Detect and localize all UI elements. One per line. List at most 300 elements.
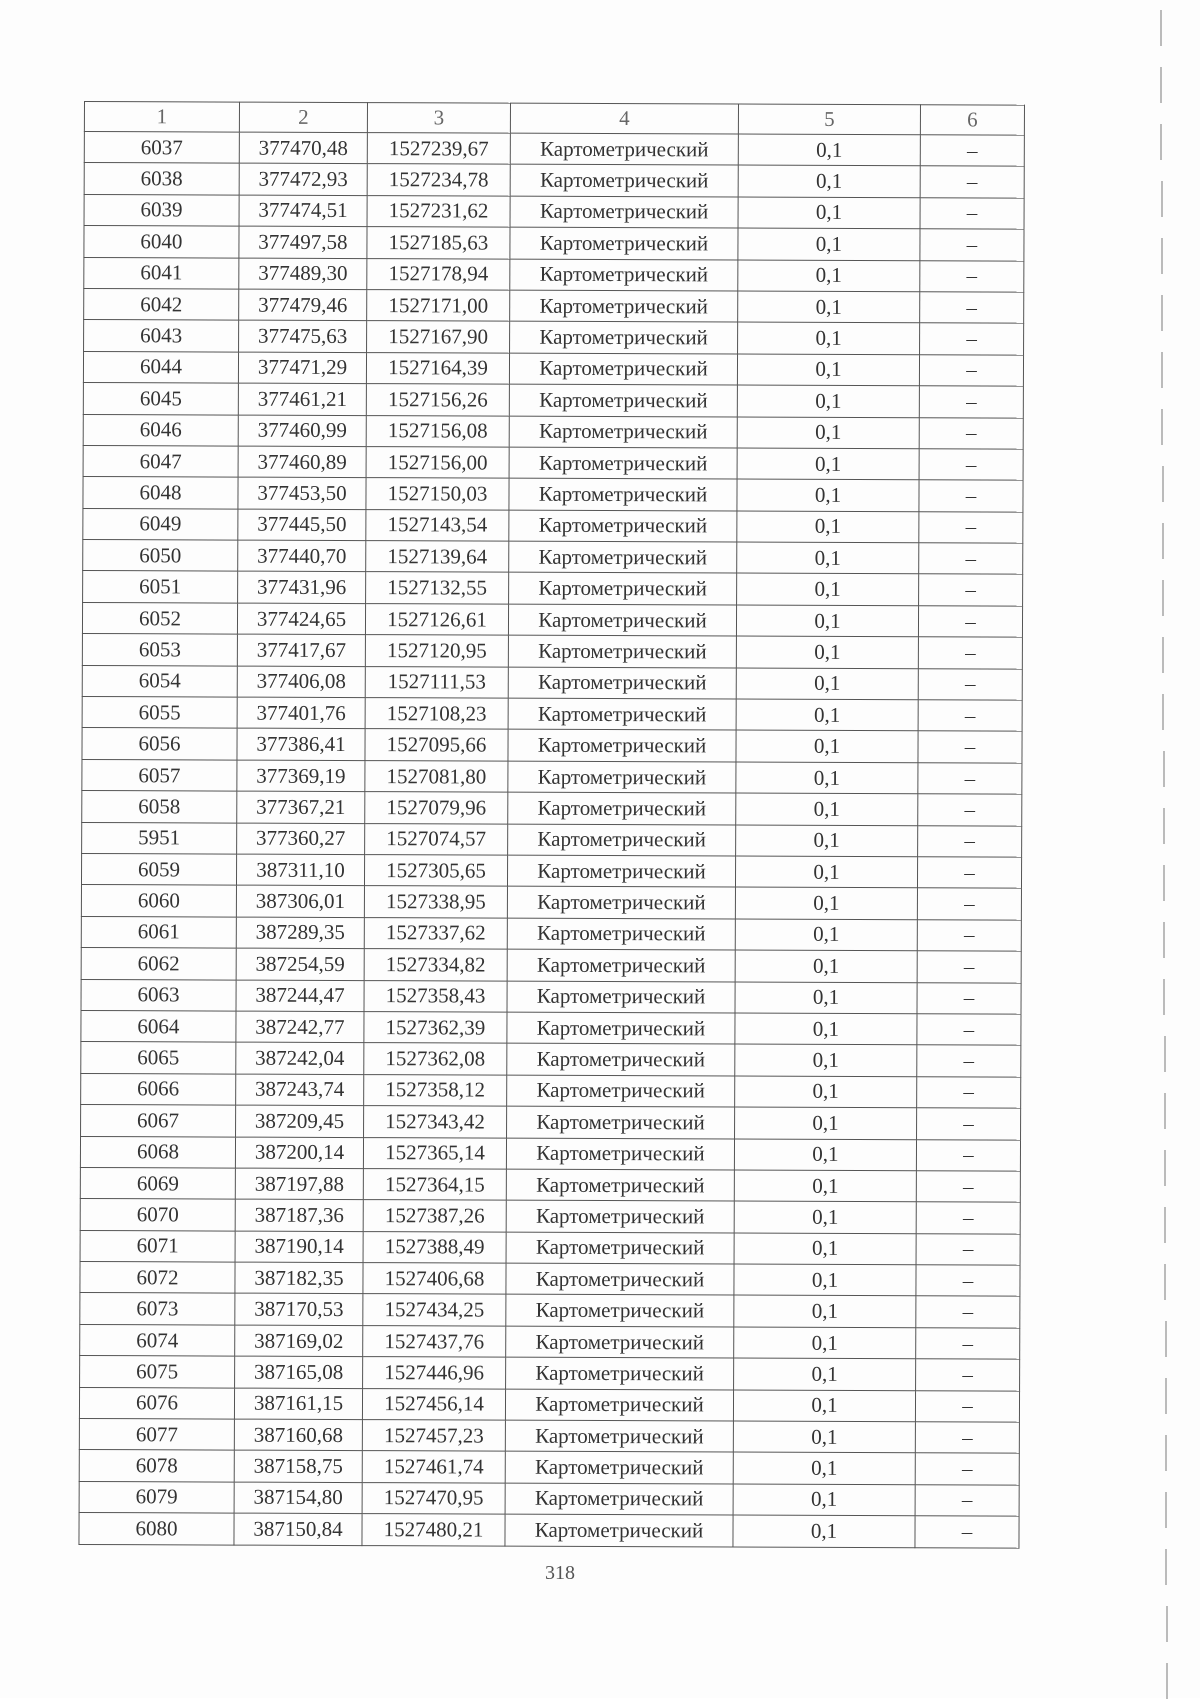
cell-method: Картометрический [509,541,737,573]
scan-edge-mark [1162,637,1164,673]
cell-method: Картометрический [508,604,736,636]
cell-note: – [916,1202,1020,1234]
scan-edge-mark [1164,1093,1166,1129]
table-header-row [84,102,1024,136]
cell-accuracy: 0,1 [735,1044,917,1076]
cell-accuracy: 0,1 [735,950,917,982]
table-row [82,697,1022,732]
cell-x-coordinate: 387200,14 [235,1137,363,1169]
cell-note: – [920,292,1024,324]
cell-method: Картометрический [509,384,737,416]
cell-y-coordinate: 1527164,39 [366,352,509,384]
cell-y-coordinate: 1527461,74 [362,1451,505,1483]
cell-y-coordinate: 1527132,55 [366,572,509,604]
cell-note: – [920,229,1024,261]
cell-x-coordinate: 387187,36 [235,1199,363,1231]
cell-note: – [915,1516,1019,1548]
cell-x-coordinate: 377472,93 [239,163,367,195]
column-header-5: 5 [738,104,920,135]
cell-y-coordinate: 1527343,42 [364,1106,507,1138]
cell-point-number: 6061 [81,916,236,948]
table-row [83,571,1023,606]
scan-edge-mark [1163,808,1165,844]
cell-y-coordinate: 1527139,64 [366,541,509,573]
cell-accuracy: 0,1 [737,511,919,543]
cell-y-coordinate: 1527358,43 [364,980,507,1012]
cell-x-coordinate: 387160,68 [234,1419,362,1451]
cell-method: Картометрический [509,416,737,448]
scan-edge-mark [1160,124,1162,160]
cell-point-number: 6041 [84,257,239,289]
scan-edge-mark [1162,580,1164,616]
cell-point-number: 6077 [79,1419,234,1451]
table-row [84,226,1024,261]
cell-point-number: 6075 [80,1356,235,1388]
cell-note: – [919,574,1023,606]
column-header-3: 3 [367,103,510,134]
cell-y-coordinate: 1527365,14 [363,1137,506,1169]
cell-y-coordinate: 1527150,03 [366,478,509,510]
cell-x-coordinate: 377406,08 [237,666,365,698]
cell-point-number: 6071 [80,1230,235,1262]
cell-accuracy: 0,1 [734,1327,916,1359]
cell-note: – [917,888,1021,920]
table-row [82,602,1022,637]
table-row [83,477,1023,512]
cell-y-coordinate: 1527456,14 [362,1388,505,1420]
cell-x-coordinate: 377470,48 [239,132,367,164]
table-row [81,979,1021,1014]
table-row [80,1136,1020,1171]
cell-note: – [919,543,1023,575]
scan-edge-mark [1165,1492,1167,1528]
cell-x-coordinate: 387242,77 [236,1011,364,1043]
cell-method: Картометрический [507,855,735,887]
cell-y-coordinate: 1527457,23 [362,1420,505,1452]
cell-x-coordinate: 377417,67 [237,634,365,666]
cell-y-coordinate: 1527108,23 [365,698,508,730]
cell-note: – [917,1045,1021,1077]
cell-note: – [918,825,1022,857]
cell-method: Картометрический [507,1012,735,1044]
cell-method: Картометрический [509,573,737,605]
cell-accuracy: 0,1 [737,385,919,417]
cell-note: – [915,1390,1019,1422]
cell-accuracy: 0,1 [736,825,918,857]
column-header-2: 2 [239,102,367,132]
cell-x-coordinate: 377431,96 [238,572,366,604]
cell-point-number: 6042 [84,288,239,320]
scan-edge-mark [1162,523,1164,559]
cell-note: – [918,606,1022,638]
cell-y-coordinate: 1527305,65 [364,855,507,887]
cell-y-coordinate: 1527334,82 [364,949,507,981]
cell-x-coordinate: 387158,75 [234,1450,362,1482]
cell-accuracy: 0,1 [737,448,919,480]
cell-x-coordinate: 387254,59 [236,948,364,980]
cell-y-coordinate: 1527156,26 [366,384,509,416]
cell-point-number: 6060 [81,885,236,917]
cell-method: Картометрический [508,635,736,667]
cell-method: Картометрический [509,353,737,385]
cell-note: – [920,197,1024,229]
cell-accuracy: 0,1 [733,1421,915,1453]
cell-note: – [917,982,1021,1014]
cell-method: Картометрический [508,667,736,699]
table-row [82,791,1022,826]
cell-note: – [916,1359,1020,1391]
cell-point-number: 6052 [82,602,237,634]
table-row [80,1262,1020,1297]
table-row [84,132,1024,167]
cell-point-number: 5951 [82,822,237,854]
cell-method: Картометрический [506,1263,734,1295]
cell-method: Картометрический [506,1232,734,1264]
cell-note: – [919,511,1023,543]
table-row [81,853,1021,888]
table-row [83,508,1023,543]
cell-note: – [920,166,1024,198]
cell-y-coordinate: 1527387,26 [363,1200,506,1232]
cell-method: Картометрический [510,321,738,353]
scan-edge-mark [1164,1264,1166,1300]
cell-y-coordinate: 1527362,39 [364,1012,507,1044]
table-row [84,257,1024,292]
cell-y-coordinate: 1527126,61 [365,603,508,635]
cell-method: Картометрический [507,981,735,1013]
cell-method: Картометрический [510,290,738,322]
table-row [83,383,1023,418]
cell-method: Картометрический [506,1200,734,1232]
cell-note: – [919,417,1023,449]
cell-point-number: 6054 [82,665,237,697]
cell-accuracy: 0,1 [735,1107,917,1139]
cell-y-coordinate: 1527338,95 [364,886,507,918]
cell-x-coordinate: 387150,84 [234,1513,362,1545]
cell-point-number: 6063 [81,979,236,1011]
scan-edge-mark [1160,67,1162,103]
cell-accuracy: 0,1 [733,1484,915,1516]
cell-accuracy: 0,1 [735,887,917,919]
cell-method: Картометрический [508,698,736,730]
cell-point-number: 6056 [82,728,237,760]
cell-accuracy: 0,1 [734,1139,916,1171]
cell-y-coordinate: 1527480,21 [362,1514,505,1546]
cell-x-coordinate: 387306,01 [236,885,364,917]
cell-note: – [918,794,1022,826]
cell-x-coordinate: 387169,02 [235,1325,363,1357]
cell-point-number: 6055 [82,697,237,729]
cell-note: – [916,1296,1020,1328]
table-row [82,665,1022,700]
cell-x-coordinate: 387170,53 [235,1294,363,1326]
cell-point-number: 6074 [80,1324,235,1356]
table-row [82,634,1022,669]
cell-note: – [918,668,1022,700]
table-row [83,540,1023,575]
column-header-6: 6 [920,105,1024,135]
cell-accuracy: 0,1 [738,197,920,229]
cell-x-coordinate: 377440,70 [238,540,366,572]
cell-y-coordinate: 1527231,62 [367,195,510,227]
table-row [81,916,1021,951]
scan-edge-mark [1164,1036,1166,1072]
cell-x-coordinate: 377401,76 [237,697,365,729]
cell-accuracy: 0,1 [733,1515,915,1547]
cell-note: – [918,637,1022,669]
cell-note: – [920,260,1024,292]
cell-note: – [916,1171,1020,1203]
cell-y-coordinate: 1527185,63 [367,227,510,259]
cell-note: – [916,1328,1020,1360]
cell-point-number: 6066 [81,1073,236,1105]
cell-accuracy: 0,1 [736,605,918,637]
cell-accuracy: 0,1 [733,1452,915,1484]
cell-method: Картометрический [508,730,736,762]
cell-method: Картометрический [505,1452,733,1484]
cell-note: – [918,731,1022,763]
cell-point-number: 6046 [83,414,238,446]
cell-y-coordinate: 1527156,08 [366,415,509,447]
cell-x-coordinate: 387311,10 [236,854,364,886]
scan-edge-mark [1165,1378,1167,1414]
cell-accuracy: 0,1 [737,417,919,449]
cell-y-coordinate: 1527470,95 [362,1482,505,1514]
cell-accuracy: 0,1 [738,291,920,323]
scan-edge-mark [1165,1321,1167,1357]
cell-note: – [917,919,1021,951]
table-row [79,1419,1019,1454]
cell-accuracy: 0,1 [738,228,920,260]
scan-edge-mark [1163,979,1165,1015]
cell-accuracy: 0,1 [734,1358,916,1390]
cell-accuracy: 0,1 [736,730,918,762]
cell-method: Картометрический [510,259,738,291]
cell-y-coordinate: 1527120,95 [365,635,508,667]
table-row [84,194,1024,229]
cell-note: – [916,1139,1020,1171]
cell-y-coordinate: 1527364,15 [363,1168,506,1200]
table-row [84,288,1024,323]
cell-method: Картометрический [508,824,736,856]
cell-note: – [917,1076,1021,1108]
cell-accuracy: 0,1 [738,322,920,354]
cell-point-number: 6050 [83,540,238,572]
cell-note: – [917,951,1021,983]
cell-x-coordinate: 387243,74 [236,1074,364,1106]
cell-method: Картометрический [508,761,736,793]
cell-note: – [919,480,1023,512]
cell-x-coordinate: 377460,89 [238,446,366,478]
cell-note: – [917,1014,1021,1046]
cell-point-number: 6048 [83,477,238,509]
table-row [80,1324,1020,1359]
cell-method: Картометрический [509,478,737,510]
cell-note: – [915,1422,1019,1454]
scan-edge-marks [1160,0,1180,1698]
table-row [80,1199,1020,1234]
cell-x-coordinate: 377424,65 [237,603,365,635]
cell-note: – [920,135,1024,167]
cell-point-number: 6044 [83,351,238,383]
cell-note: – [920,323,1024,355]
cell-point-number: 6079 [79,1481,234,1513]
cell-y-coordinate: 1527437,76 [363,1325,506,1357]
cell-method: Картометрический [506,1295,734,1327]
cell-accuracy: 0,1 [738,260,920,292]
scan-edge-mark [1162,694,1164,730]
cell-method: Картометрический [507,1106,735,1138]
cell-x-coordinate: 387190,14 [235,1231,363,1263]
scan-edge-mark [1164,1207,1166,1243]
table-body [79,132,1024,1548]
cell-method: Картометрический [506,1169,734,1201]
cell-point-number: 6067 [81,1105,236,1137]
table-row [80,1167,1020,1202]
table-row [84,320,1024,355]
table-row [81,1042,1021,1077]
cell-x-coordinate: 377367,21 [237,791,365,823]
table-row [81,1105,1021,1140]
cell-method: Картометрический [510,227,738,259]
scan-edge-mark [1160,10,1162,46]
cell-y-coordinate: 1527171,00 [367,290,510,322]
cell-method: Картометрический [507,1075,735,1107]
cell-accuracy: 0,1 [735,856,917,888]
coordinates-table [78,101,1025,1548]
cell-y-coordinate: 1527079,96 [365,792,508,824]
scan-edge-mark [1166,1606,1168,1642]
cell-accuracy: 0,1 [734,1295,916,1327]
column-header-1: 1 [84,102,239,133]
cell-x-coordinate: 387242,04 [236,1042,364,1074]
scan-edge-mark [1161,409,1163,445]
cell-note: – [918,763,1022,795]
scan-edge-mark [1161,238,1163,274]
cell-x-coordinate: 377360,27 [237,823,365,855]
cell-point-number: 6064 [81,1010,236,1042]
cell-point-number: 6062 [81,948,236,980]
table-row [81,1073,1021,1108]
cell-point-number: 6039 [84,194,239,226]
cell-x-coordinate: 377497,58 [239,226,367,258]
scan-edge-mark [1164,1150,1166,1186]
table-row [80,1356,1020,1391]
cell-x-coordinate: 387244,47 [236,980,364,1012]
cell-x-coordinate: 387154,80 [234,1482,362,1514]
cell-point-number: 6059 [81,853,236,885]
cell-note: – [919,354,1023,386]
table-row [82,822,1022,857]
cell-x-coordinate: 387197,88 [235,1168,363,1200]
cell-x-coordinate: 377489,30 [239,258,367,290]
cell-y-coordinate: 1527074,57 [365,823,508,855]
cell-y-coordinate: 1527156,00 [366,446,509,478]
page-number: 318 [545,1562,575,1584]
cell-accuracy: 0,1 [733,1390,915,1422]
cell-y-coordinate: 1527111,53 [365,666,508,698]
scan-edge-mark [1166,1663,1168,1699]
cell-accuracy: 0,1 [735,1013,917,1045]
cell-method: Картометрический [509,447,737,479]
cell-method: Картометрический [506,1138,734,1170]
cell-y-coordinate: 1527406,68 [363,1263,506,1295]
cell-x-coordinate: 377445,50 [238,509,366,541]
cell-x-coordinate: 377453,50 [238,477,366,509]
scan-edge-mark [1161,295,1163,331]
cell-method: Картометрический [507,918,735,950]
cell-point-number: 6049 [83,508,238,540]
cell-x-coordinate: 387161,15 [234,1388,362,1420]
cell-y-coordinate: 1527143,54 [366,509,509,541]
column-header-4: 4 [510,103,738,134]
cell-accuracy: 0,1 [738,134,920,166]
cell-y-coordinate: 1527362,08 [364,1043,507,1075]
table-row [83,351,1023,386]
cell-x-coordinate: 387209,45 [236,1105,364,1137]
cell-accuracy: 0,1 [734,1170,916,1202]
cell-point-number: 6078 [79,1450,234,1482]
cell-method: Картометрический [505,1483,733,1515]
cell-accuracy: 0,1 [736,699,918,731]
cell-note: – [918,700,1022,732]
cell-note: – [915,1484,1019,1516]
cell-method: Картометрический [510,133,738,165]
cell-x-coordinate: 377369,19 [237,760,365,792]
table-row [81,885,1021,920]
cell-accuracy: 0,1 [738,165,920,197]
cell-point-number: 6057 [82,759,237,791]
table-row [80,1230,1020,1265]
scan-edge-mark [1161,181,1163,217]
cell-accuracy: 0,1 [737,542,919,574]
cell-point-number: 6051 [83,571,238,603]
scan-edge-mark [1163,922,1165,958]
cell-note: – [915,1453,1019,1485]
cell-point-number: 6069 [80,1167,235,1199]
cell-x-coordinate: 387165,08 [235,1356,363,1388]
table-row [83,414,1023,449]
table-row [84,163,1024,198]
cell-point-number: 6068 [80,1136,235,1168]
cell-accuracy: 0,1 [734,1233,916,1265]
cell-x-coordinate: 377386,41 [237,729,365,761]
cell-accuracy: 0,1 [736,636,918,668]
table-row [79,1450,1019,1485]
scan-edge-mark [1163,751,1165,787]
cell-method: Картометрический [507,887,735,919]
cell-point-number: 6073 [80,1293,235,1325]
cell-x-coordinate: 387289,35 [236,917,364,949]
cell-note: – [919,386,1023,418]
cell-x-coordinate: 377474,51 [239,195,367,227]
cell-note: – [917,1108,1021,1140]
table-row [79,1387,1019,1422]
cell-x-coordinate: 377475,63 [239,320,367,352]
cell-method: Картометрический [505,1389,733,1421]
cell-point-number: 6072 [80,1262,235,1294]
cell-point-number: 6076 [79,1387,234,1419]
cell-accuracy: 0,1 [736,668,918,700]
cell-y-coordinate: 1527446,96 [363,1357,506,1389]
cell-x-coordinate: 387182,35 [235,1262,363,1294]
table-row [80,1293,1020,1328]
cell-accuracy: 0,1 [736,793,918,825]
cell-method: Картометрический [509,510,737,542]
table-row [81,1010,1021,1045]
cell-accuracy: 0,1 [735,982,917,1014]
cell-accuracy: 0,1 [736,762,918,794]
